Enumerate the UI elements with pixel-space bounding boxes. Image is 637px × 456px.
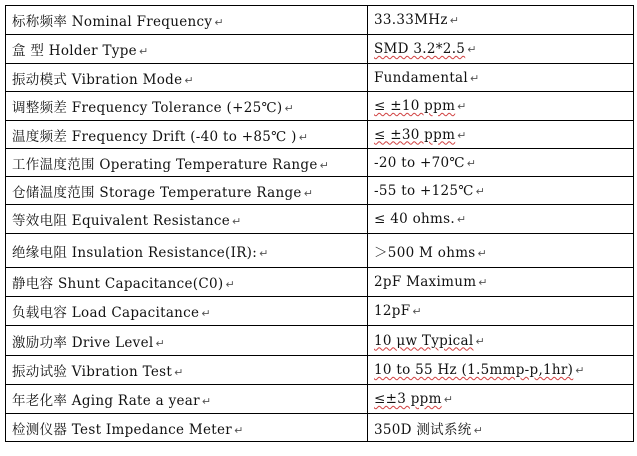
parameter-cell (6, 356, 368, 385)
table-row (6, 356, 634, 385)
table-row (6, 414, 634, 442)
value-cell (368, 92, 634, 121)
paragraph-mark-icon: ↵ (303, 186, 314, 200)
paragraph-mark-icon: ↵ (201, 395, 212, 408)
parameter-text: 等效电阻 Equivalent Resistance (12, 213, 231, 229)
table-row (6, 6, 634, 35)
value-cell (368, 414, 634, 442)
table-row (6, 297, 634, 326)
parameter-text: 盒 型 Holder Type (12, 43, 137, 59)
parameter-cell (6, 326, 368, 356)
table-row (6, 177, 634, 205)
paragraph-mark-icon: ↵ (457, 100, 467, 113)
value-text: Fundamental (374, 69, 469, 86)
value-text: ≤ 40 ohms. (374, 211, 455, 227)
paragraph-mark-icon: ↵ (412, 305, 422, 318)
paragraph-mark-icon: ↵ (575, 364, 585, 377)
paragraph-mark-icon: ↵ (225, 278, 235, 291)
parameter-text: 仓储温度范围 Storage Temperature Range (12, 184, 302, 201)
paragraph-mark-icon: ↵ (232, 215, 242, 228)
paragraph-mark-icon: ↵ (467, 43, 477, 56)
parameter-cell (6, 205, 368, 234)
table-row (6, 385, 634, 414)
value-cell (368, 234, 634, 268)
paragraph-mark-icon: ↵ (475, 334, 486, 348)
parameter-cell (6, 234, 368, 268)
table-row (6, 326, 634, 356)
parameter-cell (6, 121, 368, 149)
parameter-cell (6, 385, 368, 414)
paragraph-mark-icon: ↵ (259, 246, 269, 260)
parameter-text: 振动试验 Vibration Test (12, 364, 173, 380)
value-text: 33.33MHz (374, 12, 448, 28)
value-text: 10 to 55 Hz (1.5mmp-p,1hr) (374, 362, 574, 378)
value-cell (368, 356, 634, 385)
paragraph-mark-icon: ↵ (475, 184, 486, 198)
parameter-text: 调整频差 Frequency Tolerance (+25℃) (12, 100, 283, 116)
paragraph-mark-icon: ↵ (174, 366, 184, 379)
table-row (6, 268, 634, 297)
value-cell (368, 385, 634, 414)
value-cell (368, 6, 634, 35)
value-cell (368, 326, 634, 356)
parameter-text: 工作温度范围 Operating Temperature Range (12, 156, 318, 173)
parameter-cell (6, 268, 368, 297)
paragraph-mark-icon: ↵ (234, 423, 244, 437)
paragraph-mark-icon: ↵ (319, 158, 330, 172)
table-row (6, 64, 634, 92)
paragraph-mark-icon: ↵ (449, 14, 460, 27)
parameter-text: 年老化率 Aging Rate a year (12, 393, 200, 409)
value-cell (368, 268, 634, 297)
value-cell (368, 64, 634, 92)
paragraph-mark-icon: ↵ (478, 276, 488, 289)
table-row (6, 121, 634, 149)
value-cell (368, 205, 634, 234)
value-text: 10 μw Typical (374, 332, 474, 349)
parameter-cell (6, 64, 368, 92)
parameter-text: 激励功率 Drive Level (12, 334, 154, 351)
parameter-cell (6, 149, 368, 177)
paragraph-mark-icon: ↵ (457, 128, 467, 142)
paragraph-mark-icon: ↵ (477, 246, 488, 260)
table-row (6, 234, 634, 268)
parameter-text: 负载电容 Load Capacitance (12, 305, 200, 321)
value-cell (368, 35, 634, 64)
value-text: 2pF Maximum (374, 274, 477, 290)
value-text: 350D 测试系统 (374, 421, 472, 438)
paragraph-mark-icon: ↵ (184, 73, 194, 87)
parameter-cell (6, 92, 368, 121)
parameter-text: 标称频率 Nominal Frequency (12, 14, 213, 30)
parameter-text: 温度频差 Frequency Drift (-40 to +85℃ ) (12, 128, 297, 145)
paragraph-mark-icon: ↵ (284, 102, 294, 115)
value-cell (368, 121, 634, 149)
paragraph-mark-icon: ↵ (155, 336, 166, 350)
table-row (6, 149, 634, 177)
value-text: -20 to +70℃ (374, 154, 465, 171)
value-text: 12pF (374, 303, 411, 319)
value-text: ≤±3 ppm (374, 391, 442, 407)
parameter-cell (6, 414, 368, 442)
value-text: ≤ ±10 ppm (374, 98, 456, 114)
paragraph-mark-icon: ↵ (138, 45, 149, 58)
paragraph-mark-icon: ↵ (466, 156, 477, 170)
table-row (6, 205, 634, 234)
paragraph-mark-icon: ↵ (456, 213, 467, 226)
value-text: ＞500 M ohms (374, 244, 476, 261)
paragraph-mark-icon: ↵ (298, 130, 309, 144)
specification-table (5, 5, 634, 442)
paragraph-mark-icon: ↵ (201, 307, 211, 320)
value-text: SMD 3.2*2.5 (374, 41, 466, 57)
parameter-text: 绝缘电阻 Insulation Resistance(IR): (12, 244, 258, 261)
parameter-cell (6, 6, 368, 35)
paragraph-mark-icon: ↵ (470, 71, 480, 85)
value-text: -55 to +125℃ (374, 182, 474, 199)
value-text: ≤ ±30 ppm (374, 126, 456, 143)
paragraph-mark-icon: ↵ (214, 16, 224, 29)
parameter-cell (6, 297, 368, 326)
value-cell (368, 297, 634, 326)
value-cell (368, 177, 634, 205)
paragraph-mark-icon: ↵ (443, 393, 454, 406)
parameter-text: 检测仪器 Test Impedance Meter (12, 421, 233, 438)
parameter-text: 静电容 Shunt Capacitance(C0) (12, 276, 224, 292)
value-cell (368, 149, 634, 177)
parameter-text: 振动模式 Vibration Mode (12, 71, 183, 88)
parameter-cell (6, 177, 368, 205)
table-row (6, 92, 634, 121)
parameter-cell (6, 35, 368, 64)
specification-table-body (6, 6, 634, 442)
paragraph-mark-icon: ↵ (473, 423, 484, 437)
table-row (6, 35, 634, 64)
